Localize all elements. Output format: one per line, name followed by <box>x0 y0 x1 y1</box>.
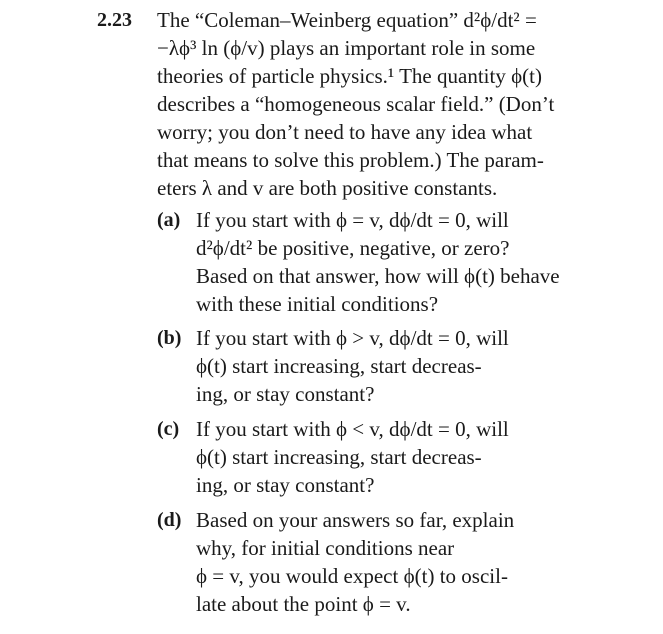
part-a-label: (a) <box>157 209 181 231</box>
stem-line-2: −λϕ³ ln (ϕ/v) plays an important role in some <box>157 36 536 60</box>
part-d-line-2: why, for initial conditions near <box>196 536 455 560</box>
stem-line-7: eters λ and v are both positive constants. <box>157 176 498 200</box>
stem-line-5: worry; you don’t need to have any idea what <box>157 120 533 144</box>
part-b-label: (b) <box>157 327 182 349</box>
part-b-line-3: ing, or stay constant? <box>196 382 375 406</box>
problem-number: 2.23 <box>97 9 132 31</box>
part-b-line-2: ϕ(t) start increasing, start decreas- <box>196 354 482 378</box>
part-c-line-2: ϕ(t) start increasing, start decreas- <box>196 445 482 469</box>
part-d-label: (d) <box>157 509 182 531</box>
part-d-line-3: ϕ = v, you would expect ϕ(t) to oscil- <box>196 564 508 588</box>
part-d-line-1: Based on your answers so far, explain <box>196 508 515 532</box>
part-d-line-4: late about the point ϕ = v. <box>196 592 411 616</box>
part-a-line-2: d²ϕ/dt² be positive, negative, or zero? <box>196 236 510 260</box>
part-c-line-1: If you start with ϕ < v, dϕ/dt = 0, will <box>196 417 509 441</box>
part-b-line-1: If you start with ϕ > v, dϕ/dt = 0, will <box>196 326 509 350</box>
part-c-label: (c) <box>157 418 180 440</box>
part-a-line-3: Based on that answer, how will ϕ(t) behave <box>196 264 560 288</box>
stem-line-6: that means to solve this problem.) The param- <box>157 148 544 172</box>
stem-line-1: The “Coleman–Weinberg equation” d²ϕ/dt² = <box>157 8 537 32</box>
part-a-line-1: If you start with ϕ = v, dϕ/dt = 0, will <box>196 208 509 232</box>
stem-line-3: theories of particle physics.¹ The quantity ϕ(t) <box>157 64 542 88</box>
stem-line-4: describes a “homogeneous scalar field.” (Don’t <box>157 92 555 116</box>
part-c-line-3: ing, or stay constant? <box>196 473 375 497</box>
part-a-line-4: with these initial conditions? <box>196 292 439 316</box>
